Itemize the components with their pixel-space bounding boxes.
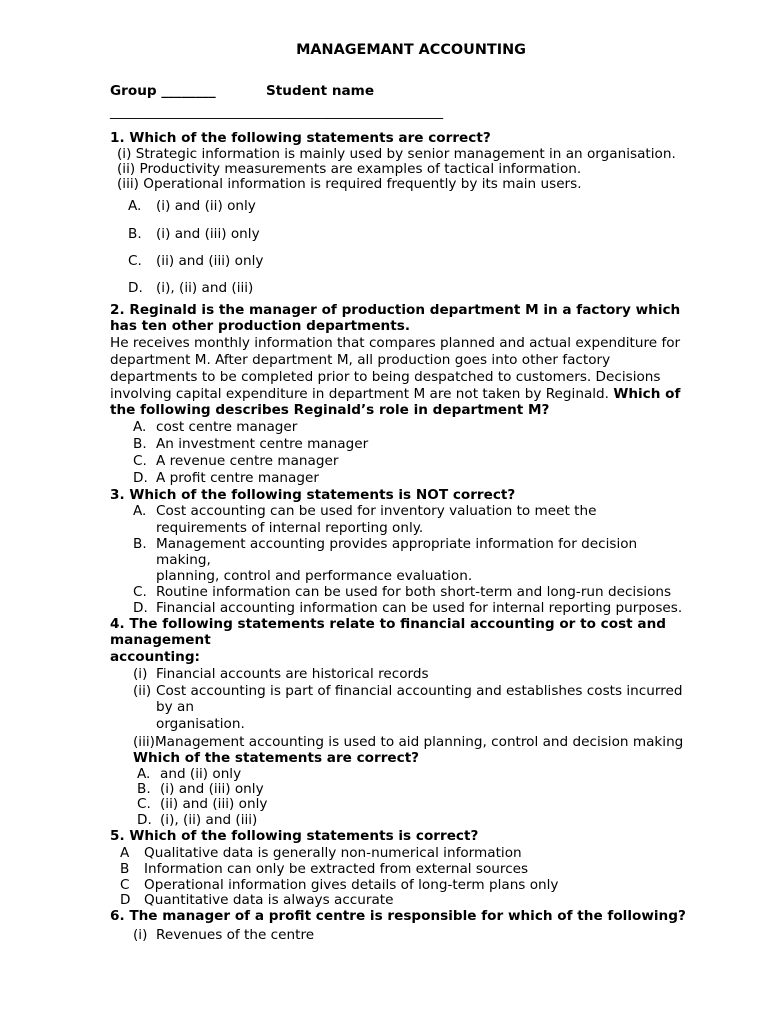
q4-option-a-letter: A. bbox=[137, 766, 151, 782]
q1-statement-2: (ii) Productivity measurements are examples of tactical information. bbox=[117, 161, 582, 177]
q5-option-d-letter: D bbox=[120, 892, 131, 908]
q4-question-line-1: 4. The following statements relate to financial accounting or to cost and bbox=[110, 616, 666, 632]
q2-body-line-1: He receives monthly information that compares planned and actual expenditure for bbox=[110, 335, 681, 351]
q5-option-b: Information can only be extracted from external sources bbox=[144, 861, 529, 877]
q3-question: 3. Which of the following statements is NOT correct? bbox=[110, 487, 516, 503]
q6-item-i: Revenues of the centre bbox=[156, 927, 315, 943]
q1-option-a: (i) and (ii) only bbox=[156, 198, 256, 214]
q4-statement-ii-line-1: Cost accounting is part of financial accounting and establishes costs incurred bbox=[156, 683, 683, 699]
group-label: Group ________ bbox=[110, 83, 216, 99]
q2-option-d-letter: D. bbox=[133, 470, 148, 486]
q6-item-i-num: (i) bbox=[133, 927, 148, 943]
q1-option-c: (ii) and (iii) only bbox=[156, 253, 264, 269]
student-name-line: _________________________________________________ bbox=[110, 104, 444, 120]
q3-option-b-line-2: making, bbox=[156, 552, 211, 568]
q2-option-d: A profit centre manager bbox=[156, 470, 319, 486]
q3-option-d-letter: D. bbox=[133, 600, 148, 616]
q4-option-b: (i) and (iii) only bbox=[160, 781, 264, 797]
q2-body-line-2: department M. After department M, all production goes into other factory bbox=[110, 352, 611, 368]
q4-option-c: (ii) and (iii) only bbox=[160, 796, 268, 812]
q2-body-line-4-text: involving capital expenditure in department M are not taken by Reginald. bbox=[110, 386, 609, 402]
student-name-label: Student name bbox=[266, 83, 375, 99]
q5-option-d: Quantitative data is always accurate bbox=[144, 892, 394, 908]
q1-option-d-letter: D. bbox=[128, 280, 143, 296]
q4-statement-ii-line-2: by an bbox=[156, 699, 194, 715]
q5-option-c-letter: C bbox=[120, 877, 130, 893]
q4-statement-iii bbox=[133, 734, 683, 751]
q1-option-b-letter: B. bbox=[128, 226, 142, 242]
q5-option-a-letter: A bbox=[120, 845, 130, 861]
q1-option-b: (i) and (iii) only bbox=[156, 226, 260, 242]
q4-question-line-2: management bbox=[110, 632, 211, 648]
q2-body-line-4 bbox=[110, 386, 680, 403]
q4-statement-i-num: (i) bbox=[133, 666, 148, 682]
q1-option-a-letter: A. bbox=[128, 198, 142, 214]
q4-ask: Which of the statements are correct? bbox=[133, 750, 420, 766]
q2-option-b: An investment centre manager bbox=[156, 436, 369, 452]
q4-statement-ii-num: (ii) bbox=[133, 683, 152, 699]
q4-option-a: and (ii) only bbox=[160, 766, 242, 782]
q5-option-a: Qualitative data is generally non-numerical information bbox=[144, 845, 522, 861]
q5-question: 5. Which of the following statements is correct? bbox=[110, 828, 479, 844]
q2-option-a: cost centre manager bbox=[156, 419, 298, 435]
q4-question-line-3: accounting: bbox=[110, 649, 200, 665]
q3-option-d: Financial accounting information can be used for internal reporting purposes. bbox=[156, 600, 683, 616]
q2-option-b-letter: B. bbox=[133, 436, 147, 452]
q1-option-c-letter: C. bbox=[128, 253, 142, 269]
q4-statement-ii-line-3: organisation. bbox=[156, 716, 245, 732]
q1-statement-3: (iii) Operational information is required frequently by its main users. bbox=[117, 176, 582, 192]
q5-option-c: Operational information gives details of long-term plans only bbox=[144, 877, 559, 893]
q2-body-line-3: departments to be completed prior to being despatched to customers. Decisions bbox=[110, 369, 661, 385]
q4-statement-i: Financial accounts are historical records bbox=[156, 666, 429, 682]
q5-option-b-letter: B bbox=[120, 861, 130, 877]
q3-option-a-line-1: Cost accounting can be used for inventory valuation to meet the bbox=[156, 503, 597, 519]
q2-option-c: A revenue centre manager bbox=[156, 453, 339, 469]
q2-question-line-1: 2. Reginald is the manager of production department M in a factory which bbox=[110, 302, 681, 318]
q2-option-a-letter: A. bbox=[133, 419, 147, 435]
q3-option-a-letter: A. bbox=[133, 503, 147, 519]
q3-option-b-line-3: planning, control and performance evaluation. bbox=[156, 568, 473, 584]
q3-option-c: Routine information can be used for both short-term and long-run decisions bbox=[156, 584, 672, 600]
q1-option-d: (i), (ii) and (iii) bbox=[156, 280, 254, 296]
q1-question: 1. Which of the following statements are correct? bbox=[110, 130, 491, 146]
q2-ask-line-1: Which of bbox=[613, 386, 681, 402]
q6-question: 6. The manager of a profit centre is responsible for which of the following? bbox=[110, 908, 686, 924]
q4-option-c-letter: C. bbox=[137, 796, 151, 812]
q3-option-c-letter: C. bbox=[133, 584, 147, 600]
q4-statement-iii-text: Management accounting is used to aid planning, control and decision making bbox=[154, 734, 684, 750]
q1-statement-1: (i) Strategic information is mainly used by senior management in an organisation. bbox=[117, 146, 676, 162]
q2-ask-line-2: the following describes Reginald’s role in department M? bbox=[110, 402, 550, 418]
q4-statement-iii-num: (iii) bbox=[133, 734, 155, 750]
q2-question-line-2: has ten other production departments. bbox=[110, 318, 410, 334]
q4-option-d: (i), (ii) and (iii) bbox=[160, 812, 258, 828]
q4-option-b-letter: B. bbox=[137, 781, 151, 797]
q2-option-c-letter: C. bbox=[133, 453, 147, 469]
document-title: MANAGEMANT ACCOUNTING bbox=[296, 42, 526, 58]
q3-option-b-letter: B. bbox=[133, 536, 147, 552]
q3-option-a-line-2: requirements of internal reporting only. bbox=[156, 520, 424, 536]
q3-option-b-line-1: Management accounting provides appropriate information for decision bbox=[156, 536, 638, 552]
q4-option-d-letter: D. bbox=[137, 812, 152, 828]
